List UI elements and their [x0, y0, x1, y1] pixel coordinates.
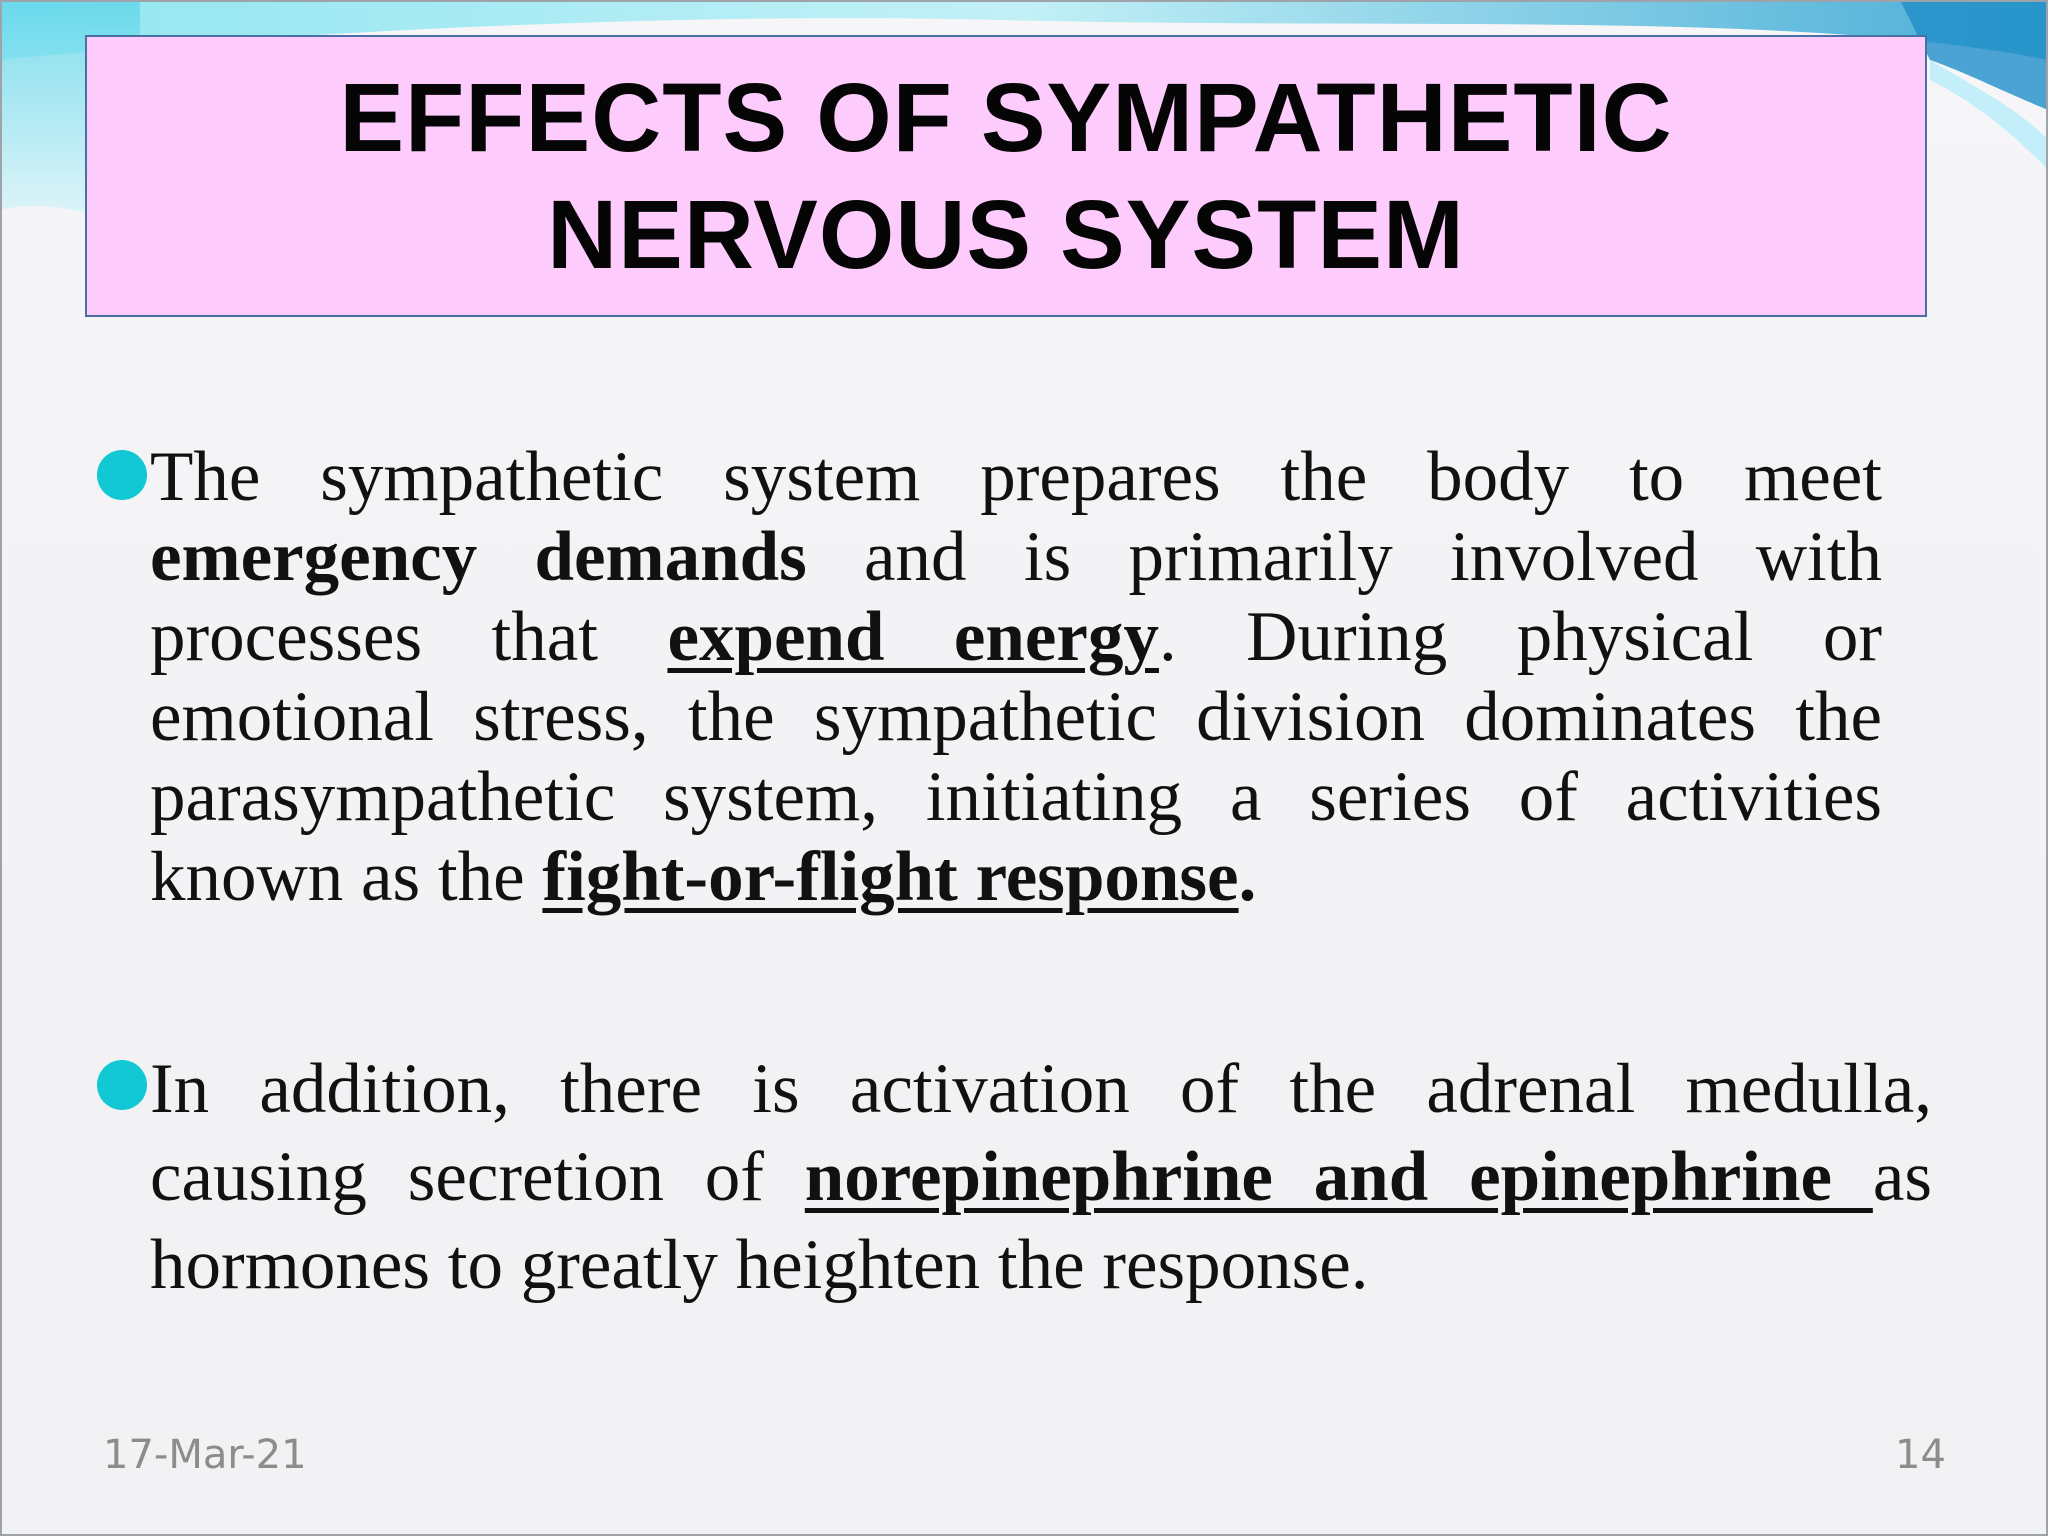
text-line: hormones to greatly heighten the response. — [150, 1226, 1369, 1304]
footer-date: 17-Mar-21 — [103, 1432, 307, 1478]
text-line: processes that expend energy. During physical or — [150, 598, 1882, 676]
text-line: emotional stress, the sympathetic division dominates the — [150, 678, 1882, 756]
title-line-1: EFFECTS OF SYMPATHETIC — [339, 63, 1673, 172]
emphasis-text: emergency demands — [150, 518, 807, 596]
bullet-paragraph-1 — [150, 437, 1882, 917]
bullet-paragraph-2 — [150, 1045, 1932, 1309]
bullet-dot-icon — [97, 450, 147, 500]
text-line: emergency demands and is primarily involved with — [150, 518, 1882, 596]
text-line: In addition, there is activation of the adrenal medulla, — [150, 1050, 1932, 1128]
underlined-term: fight-or-flight response — [542, 838, 1239, 916]
text-line: known as the fight-or-flight response. — [150, 838, 1257, 916]
page-number: 14 — [1895, 1432, 1946, 1478]
text-line: The sympathetic system prepares the body to meet — [150, 438, 1882, 516]
slide-title — [339, 59, 1672, 293]
underlined-term: expend energy — [667, 598, 1159, 676]
title-box — [85, 35, 1927, 317]
underlined-term: norepinephrine and epinephrine — [804, 1138, 1873, 1216]
bullet-dot-icon — [97, 1060, 147, 1110]
title-line-2: NERVOUS SYSTEM — [547, 180, 1465, 289]
text-line: parasympathetic system, initiating a series of activities — [150, 758, 1882, 836]
text-line: causing secretion of norepinephrine and epinephrine as — [150, 1138, 1932, 1216]
